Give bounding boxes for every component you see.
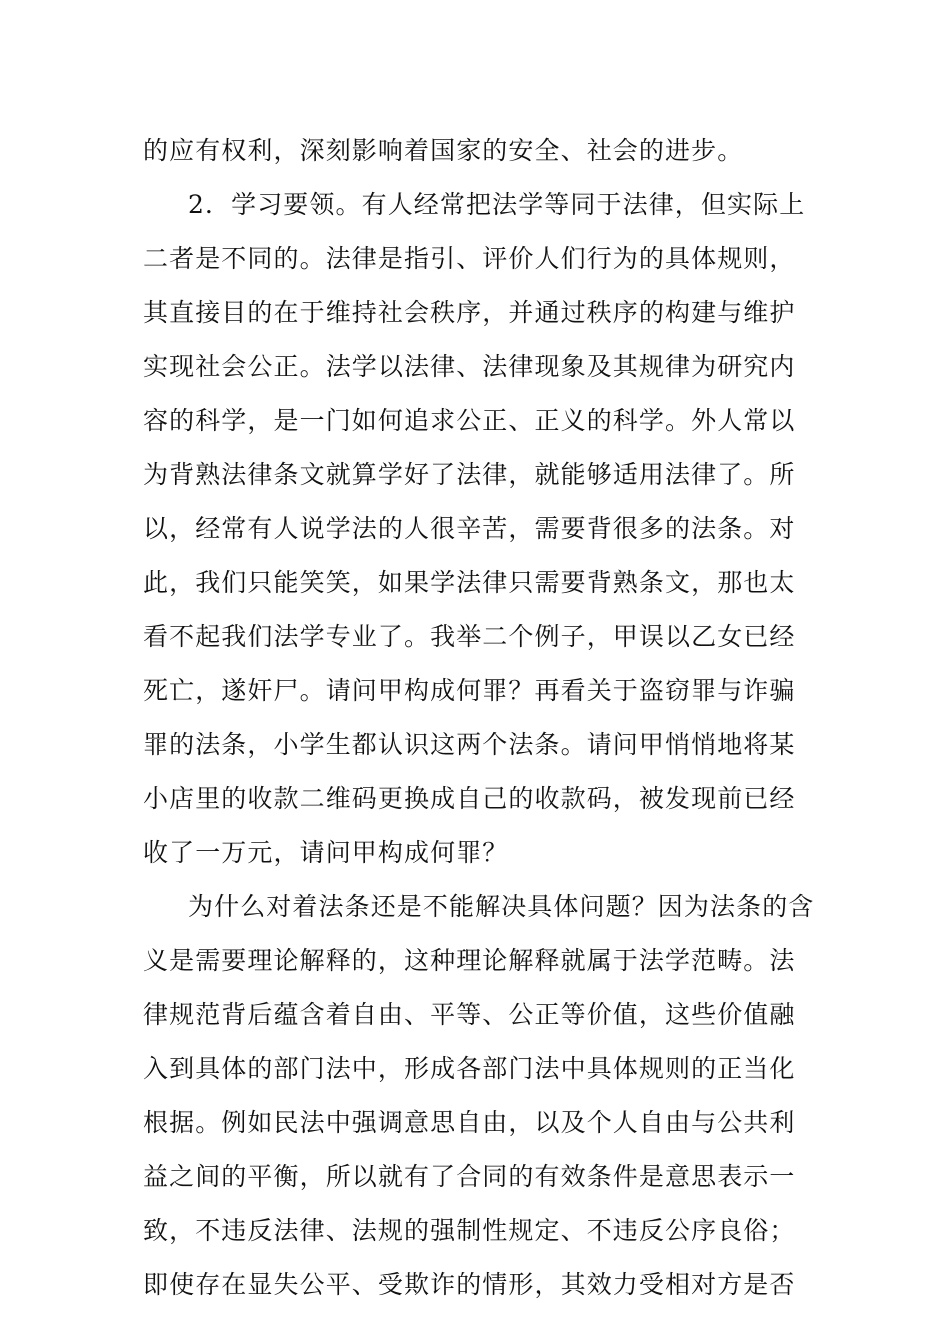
text-line: 入到具体的部门法中，形成各部门法中具体规则的正当化 xyxy=(143,1054,796,1083)
text-line: 益之间的平衡，所以就有了合同的有效条件是意思表示一 xyxy=(143,1162,796,1191)
text-line: 律规范背后蕴含着自由、平等、公正等价值，这些价值融 xyxy=(143,1000,796,1029)
text-line: 罪的法条，小学生都认识这两个法条。请问甲悄悄地将某 xyxy=(143,730,796,759)
text-line: 义是需要理论解释的，这种理论解释就属于法学范畴。法 xyxy=(143,946,796,975)
text-line: 二者是不同的。法律是指引、评价人们行为的具体规则， xyxy=(143,244,796,273)
text-line: 即使存在显失公平、受欺诈的情形，其效力受相对方是否 xyxy=(143,1270,796,1299)
text-line: 死亡，遂奸尸。请问甲构成何罪？再看关于盗窃罪与诈骗 xyxy=(143,676,796,705)
text-line: 容的科学，是一门如何追求公正、正义的科学。外人常以 xyxy=(143,406,796,435)
text-line: 收了一万元，请问甲构成何罪？ xyxy=(143,838,509,867)
text-line: 小店里的收款二维码更换成自己的收款码，被发现前已经 xyxy=(143,784,796,813)
paragraph-start-line: 为什么对着法条还是不能解决具体问题？因为法条的含 xyxy=(188,892,815,921)
text-line: 为背熟法律条文就算学好了法律，就能够适用法律了。所 xyxy=(143,460,796,489)
text-line: 的应有权利，深刻影响着国家的安全、社会的进步。 xyxy=(143,136,744,165)
text-line: 致，不违反法律、法规的强制性规定、不违反公序良俗； xyxy=(143,1216,796,1245)
text-line: 实现社会公正。法学以法律、法律现象及其规律为研究内 xyxy=(143,352,796,381)
paragraph-start-line: 2．学习要领。有人经常把法学等同于法律，但实际上 xyxy=(188,190,806,219)
text-line: 以，经常有人说学法的人很辛苦，需要背很多的法条。对 xyxy=(143,514,796,543)
text-line: 看不起我们法学专业了。我举二个例子，甲误以乙女已经 xyxy=(143,622,796,651)
text-line: 根据。例如民法中强调意思自由，以及个人自由与公共利 xyxy=(143,1108,796,1137)
text-line: 此，我们只能笑笑，如果学法律只需要背熟条文，那也太 xyxy=(143,568,796,597)
text-line: 其直接目的在于维持社会秩序，并通过秩序的构建与维护 xyxy=(143,298,796,327)
body-text xyxy=(143,124,815,1312)
